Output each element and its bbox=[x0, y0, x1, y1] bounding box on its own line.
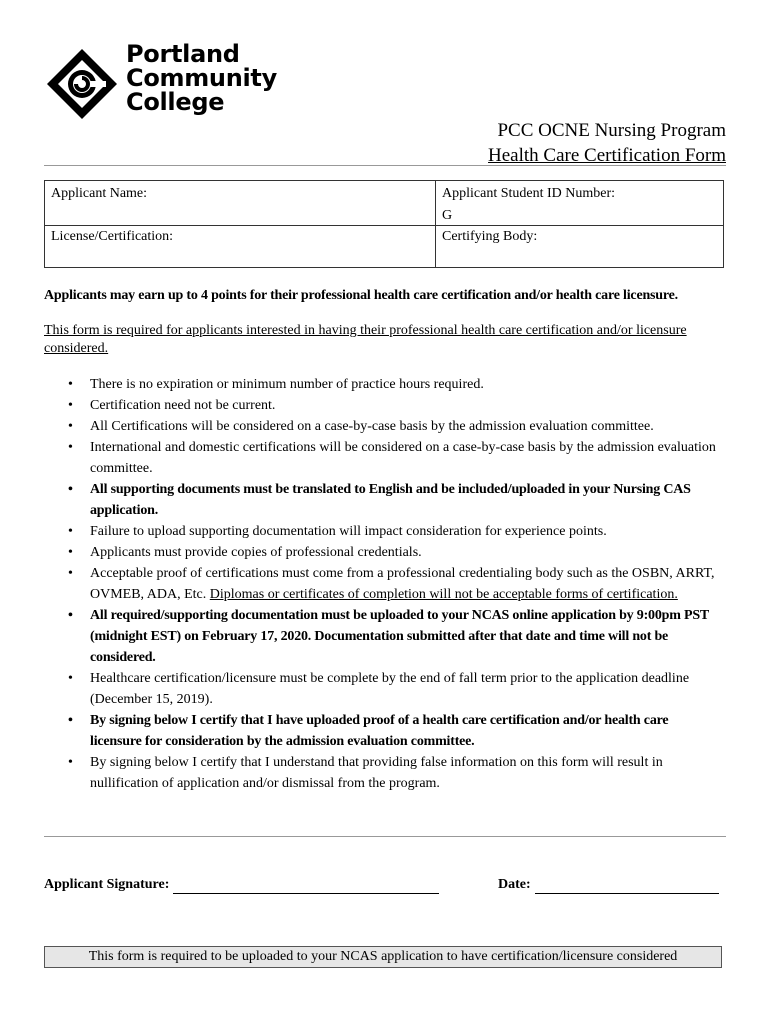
list-item-text: All Certifications will be considered on a case-by-case basis by the admission evaluation committee. bbox=[90, 419, 654, 434]
list-item-text: All supporting documents must be translated to English and be included/uploaded in your Nursing CAS application. bbox=[90, 482, 691, 518]
list-item-text: Acceptable proof of certifications must come from a professional credentialing body such as the OSBN, ARRT, OVMEB, ADA, Etc. bbox=[90, 566, 715, 602]
logo-line-2: Community bbox=[126, 64, 277, 92]
bullet-icon: • bbox=[68, 713, 73, 728]
list-item bbox=[44, 563, 716, 605]
bullet-icon: • bbox=[68, 671, 73, 686]
list-item bbox=[44, 395, 716, 416]
bullet-icon: • bbox=[68, 755, 73, 770]
bullet-icon: • bbox=[68, 440, 73, 455]
table-row-divider bbox=[45, 225, 723, 226]
bullet-icon: • bbox=[68, 608, 73, 623]
bullet-icon: • bbox=[68, 524, 73, 539]
bullet-icon: • bbox=[68, 545, 73, 560]
list-item-text: Applicants must provide copies of professional credentials. bbox=[90, 545, 422, 560]
list-item bbox=[44, 710, 716, 752]
list-item bbox=[44, 479, 716, 521]
list-item-text: By signing below I certify that I have uploaded proof of a health care certification and/or health care licensure for consideration by the admission evaluation committee. bbox=[90, 713, 669, 749]
logo-line-3: College bbox=[126, 88, 225, 116]
list-item-text: Healthcare certification/licensure must be complete by the end of fall term prior to the application deadline (December 15, 2019). bbox=[90, 671, 690, 707]
license-certification-label: License/Certification: bbox=[51, 229, 174, 244]
list-item-text: All required/supporting documentation must be uploaded to your NCAS online application by 9:00pm PST (midnight EST) on February 17, 2020. Documentation submitted after that date and time will not be considered. bbox=[90, 608, 709, 665]
footer-notice: This form is required to be uploaded to your NCAS application to have certification/licensure considered bbox=[44, 946, 722, 968]
list-item-text: Failure to upload supporting documentation will impact consideration for experience points. bbox=[90, 524, 607, 539]
list-item bbox=[44, 521, 716, 542]
list-item-text: By signing below I certify that I understand that providing false information on this form will result in nullification of application and/or dismissal from the program. bbox=[90, 755, 663, 791]
signature-line[interactable] bbox=[173, 879, 439, 894]
pcc-logo bbox=[46, 40, 286, 120]
table-column-divider bbox=[435, 181, 436, 267]
applicant-name-label: Applicant Name: bbox=[51, 186, 148, 201]
list-item bbox=[44, 752, 716, 794]
signature-field[interactable] bbox=[44, 876, 439, 894]
header-divider bbox=[44, 165, 726, 166]
bullet-icon: • bbox=[68, 482, 73, 497]
points-statement: Applicants may earn up to 4 points for their professional health care certification and/or health care licensure. bbox=[44, 288, 678, 303]
date-line[interactable] bbox=[535, 879, 719, 894]
logo-line-1: Portland bbox=[126, 40, 240, 68]
list-item-text: International and domestic certifications will be considered on a case-by-case basis by the admission evaluation committee. bbox=[90, 440, 716, 476]
list-item bbox=[44, 542, 716, 563]
bullet-icon: • bbox=[68, 566, 73, 581]
form-title: Health Care Certification Form bbox=[488, 145, 726, 166]
signature-label: Applicant Signature: bbox=[44, 877, 170, 892]
bullet-icon: • bbox=[68, 398, 73, 413]
list-item-text: Certification need not be current. bbox=[90, 398, 276, 413]
list-item bbox=[44, 605, 716, 668]
list-item bbox=[44, 416, 716, 437]
applicant-info-table bbox=[44, 180, 724, 268]
program-title: PCC OCNE Nursing Program bbox=[497, 120, 726, 141]
signature-divider bbox=[44, 836, 726, 837]
list-item bbox=[44, 437, 716, 479]
list-item-underlined-text: Diplomas or certificates of completion will not be acceptable forms of certification. bbox=[209, 587, 678, 602]
student-id-label: Applicant Student ID Number: bbox=[442, 186, 616, 201]
list-item-text: There is no expiration or minimum number of practice hours required. bbox=[90, 377, 484, 392]
student-id-field[interactable]: G bbox=[442, 208, 453, 223]
requirement-statement: This form is required for applicants interested in having their professional health care certification and/or licensure considered. bbox=[44, 323, 687, 356]
list-item bbox=[44, 374, 716, 395]
certifying-body-label: Certifying Body: bbox=[442, 229, 538, 244]
date-field[interactable] bbox=[498, 876, 719, 894]
bullet-icon: • bbox=[68, 377, 73, 392]
list-item bbox=[44, 668, 716, 710]
requirements-list bbox=[44, 374, 716, 794]
title-block bbox=[488, 118, 726, 168]
pcc-spiral-logo-icon bbox=[46, 48, 118, 120]
date-label: Date: bbox=[498, 877, 531, 892]
bullet-icon: • bbox=[68, 419, 73, 434]
logo-wordmark bbox=[126, 42, 277, 114]
